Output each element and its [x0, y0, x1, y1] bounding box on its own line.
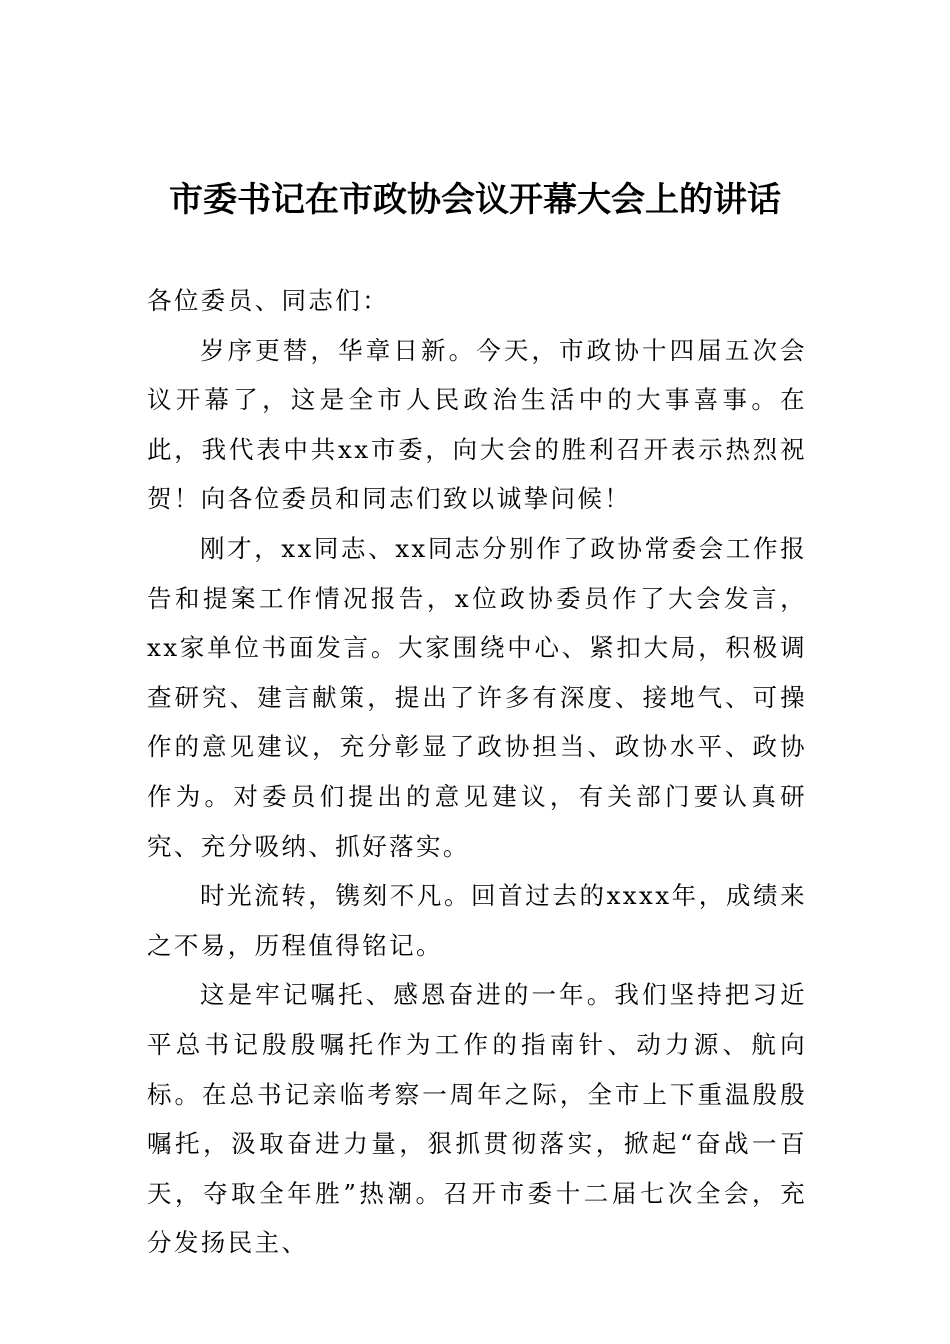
paragraph: 刚才，xx同志、xx同志分别作了政协常委会工作报告和提案工作情况报告，x位政协委员作了大会发言，xx家单位书面发言。大家围绕中心、紧扣大局，积极调查研究、建言献策，提出了许多有深度、接地气、可操作的意见建议，充分彰显了政协担当、政协水平、政协作为。对委员们提出的意见建议，有关部门要认真研究、充分吸纳、抓好落实。 — [147, 533, 807, 861]
paragraph: 时光流转，镌刻不凡。回首过去的xxxx年，成绩来之不易，历程值得铭记。 — [147, 881, 807, 960]
salutation: 各位委员、同志们： — [147, 286, 390, 315]
document-body — [147, 276, 807, 1268]
paragraph: 岁序更替，华章日新。今天，市政协十四届五次会议开幕了，这是全市人民政治生活中的大事喜事。在此，我代表中共xx市委，向大会的胜利召开表示热烈祝贺！向各位委员和同志们致以诚挚问候！ — [147, 335, 807, 514]
document-title: 市委书记在市政协会议开幕大会上的讲话 — [169, 180, 781, 220]
paragraph: 这是牢记嘱托、感恩奋进的一年。我们坚持把习近平总书记殷殷嘱托作为工作的指南针、动力源、航向标。在总书记亲临考察一周年之际，全市上下重温殷殷嘱托，汲取奋进力量，狠抓贯彻落实，掀起“奋战一百天，夺取全年胜”热潮。召开市委十二届七次全会，充分发扬民主、 — [147, 980, 807, 1258]
